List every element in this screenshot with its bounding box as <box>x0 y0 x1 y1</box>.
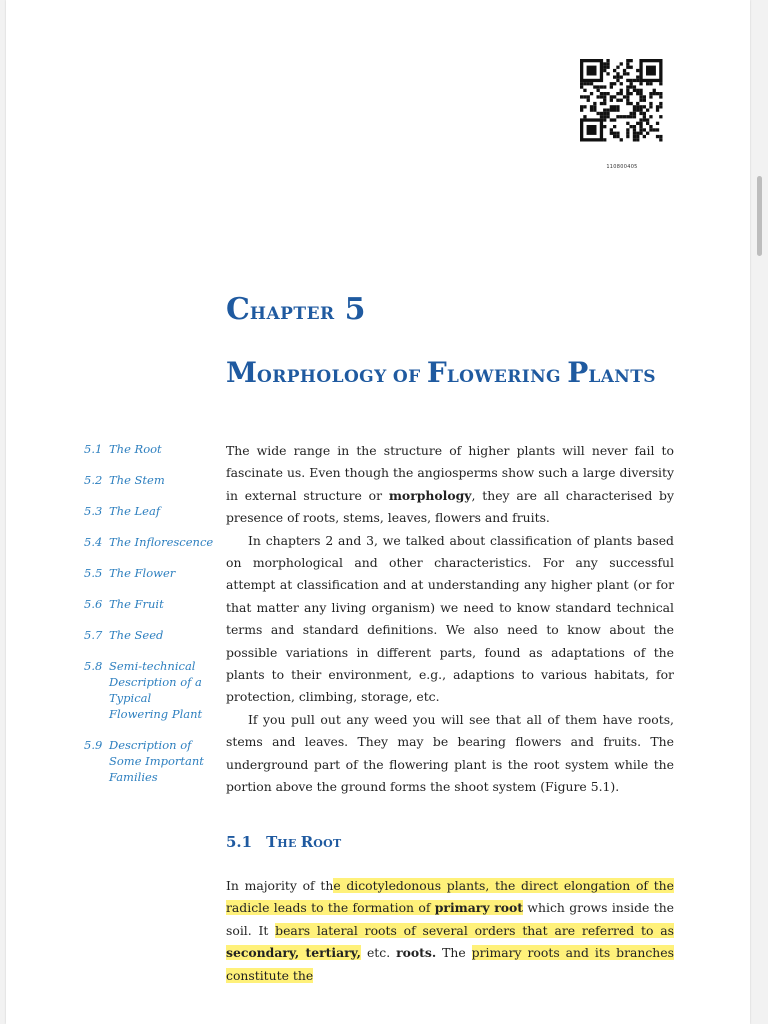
term-morphology: morphology <box>388 487 472 503</box>
intro-paragraph-2: In chapters 2 and 3, we talked about classification of plants based on morphological and other characteristics. For any successful attempt at classification and at understanding any higher plant (or for that matter any living organism) we need to know standard technical terms and standard definitions. We also need to know about the possible variations in different parts, found as adaptations of the plants to their environment, e.g., adaptions to various habitats, for protection, climbing, storage, etc. <box>226 532 674 705</box>
toc-item-leaf[interactable]: 5.3 The Leaf <box>84 504 161 518</box>
section-heading-root: 5.1 THE ROOT <box>226 833 342 851</box>
chapter-number: 5 <box>344 292 366 327</box>
chapter-title: MORPHOLOGY OF FLOWERING PLANTS <box>226 356 656 389</box>
toc-item-important-families[interactable]: 5.9 Description of Some Important Families <box>84 738 204 784</box>
scrollbar-thumb[interactable] <box>757 176 762 256</box>
qr-code-icon <box>579 58 665 158</box>
toc-item-seed[interactable]: 5.7 The Seed <box>84 628 164 642</box>
toc-item-inflorescence[interactable]: 5.4 The Inflorescence <box>84 535 214 549</box>
toc-item-semi-technical-description[interactable]: 5.8 Semi-technical Description of a Typical Flowering Plant <box>84 659 203 721</box>
qr-code[interactable] <box>579 58 665 170</box>
term-primary-root: primary root <box>434 900 524 916</box>
toc-item-flower[interactable]: 5.5 The Flower <box>84 566 176 580</box>
highlighted-text: e dicotyledonous plants, the direct elongation of the radicle leads to the formation of <box>226 878 674 916</box>
textbook-page <box>6 0 750 1024</box>
toc-item-root[interactable]: 5.1 The Root <box>84 442 162 456</box>
intro-paragraph-3: If you pull out any weed you will see that all of them have roots, stems and leaves. They may be bearing flowers and fruits. The underground part of the flowering plant is the root system while the portion above the ground forms the shoot system (Figure 5.1). <box>226 711 674 795</box>
chapter-heading: CHAPTER 5 <box>226 292 366 327</box>
toc-item-fruit[interactable]: 5.6 The Fruit <box>84 597 164 611</box>
term-secondary-tertiary: secondary, tertiary, <box>226 945 361 961</box>
term-roots: roots. <box>396 945 437 961</box>
toc-item-stem[interactable]: 5.2 The Stem <box>84 473 165 487</box>
qr-code-label: 110800405 <box>606 164 638 170</box>
chapter-contents-list <box>84 441 216 800</box>
intro-paragraph-1: The wide range in the structure of higher plants will never fail to fascinate us. Even though the angiosperms show such a large diversity in external structure or morphology, they are all characterised by presence of roots, stems, leaves, flowers and fruits. <box>226 443 674 526</box>
highlighted-text: primary roots and its branches constitute the <box>226 945 674 983</box>
section-number: 5.1 <box>226 833 253 851</box>
intro-text <box>226 440 674 799</box>
root-paragraph: In majority of the dicotyledonous plants, the direct elongation of the radicle leads to the formation of primary root which grows inside the soil. It bears lateral roots of several orders that are referred to as secondary, tertiary, etc. roots. The primary roots and its branches constitute the <box>226 878 675 983</box>
root-section-text <box>226 875 674 987</box>
highlighted-text: bears lateral roots of several orders that are referred to as <box>275 922 674 938</box>
